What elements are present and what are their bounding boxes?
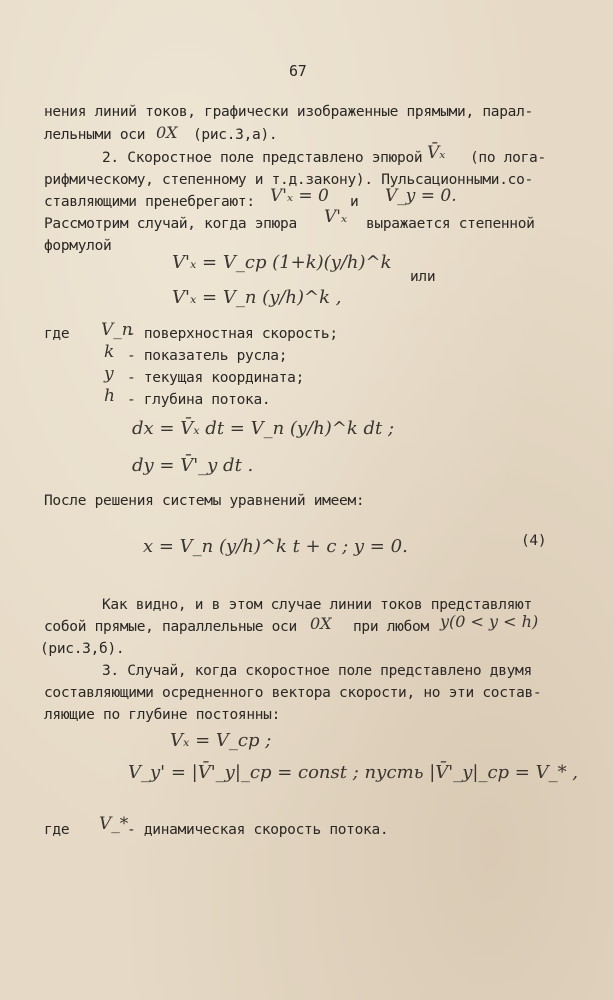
text-line: лельными оси [44,127,146,143]
text-line: составляющими осредненного вектора скорости, но эти состав- [44,685,542,701]
text-line: ляющие по глубине постоянны: [44,707,281,723]
text-line: формулой [44,238,112,254]
handwritten-symbol: 0X [156,123,178,142]
handwritten-symbol: k [104,342,115,362]
handwritten-formula: V'ₓ = V_п (y/h)^k , [172,287,342,308]
text-line: 3. Случай, когда скоростное поле представлено двумя [102,663,532,679]
equation-number: (4) [521,533,547,549]
handwritten-symbol: y [104,364,114,384]
text-line: Как видно, и в этом случае линии токов представляют [102,597,532,613]
handwritten-symbol: V'ₓ [324,207,347,227]
handwritten-formula: V_y' = |V̄'_y|_ср = const ; пусть |V̄'_y|_ср = V_* , [128,762,579,783]
text-line: - динамическая скорость потока. [127,822,389,838]
handwritten-formula: V'ₓ = 0 [270,186,329,206]
text-line: или [410,269,436,285]
handwritten-formula: dx = V̄ₓ dt = V_п (y/h)^k dt ; [132,418,395,439]
text-line: (рис.3,а). [193,127,278,143]
text-line: - текущая координата; [127,370,305,386]
page-number: 67 [289,62,307,80]
text-line: где [44,822,70,838]
handwritten-formula: x = V_п (y/h)^k t + c ; y = 0. [143,536,408,557]
handwritten-formula: Vₓ = V_ср ; [170,730,272,751]
handwritten-formula: dy = V̄'_y dt . [132,455,254,476]
text-line: (по лога- [470,150,546,166]
text-line: (рис.3,б). [40,641,125,657]
handwritten-symbol: V_* [99,814,129,834]
handwritten-symbol: 0X [310,614,332,633]
text-line: нения линий токов, графически изображенные прямыми, парал- [44,104,533,120]
handwritten-formula: V'ₓ = V_ср (1+k)(y/h)^k [172,252,392,273]
text-line: - глубина потока. [127,392,271,408]
text-line: - показатель русла; [127,348,288,364]
text-line: Рассмотрим случай, когда эпюра [44,216,297,232]
text-line: рифмическому, степенному и т.д.закону). Пульсационными.со- [44,172,533,188]
handwritten-symbol: h [104,386,115,406]
handwritten-symbol: V_п [101,320,133,340]
handwritten-formula: y(0 < y < h) [440,612,539,631]
handwritten-formula: V_y = 0. [385,186,457,206]
text-line: 2. Скоростное поле представлено эпюрой [102,150,423,166]
text-line: и [350,194,359,210]
text-line: ставляющими пренебрегают: [44,194,255,210]
text-line: при любом [353,619,429,635]
text-line: выражается степенной [366,216,535,232]
text-line: где [44,326,70,342]
text-line: - поверхностная скорость; [127,326,338,342]
text-line: собой прямые, параллельные оси [44,619,297,635]
text-line: После решения системы уравнений имеем: [44,493,365,509]
handwritten-symbol: V̄ₓ [427,143,446,163]
